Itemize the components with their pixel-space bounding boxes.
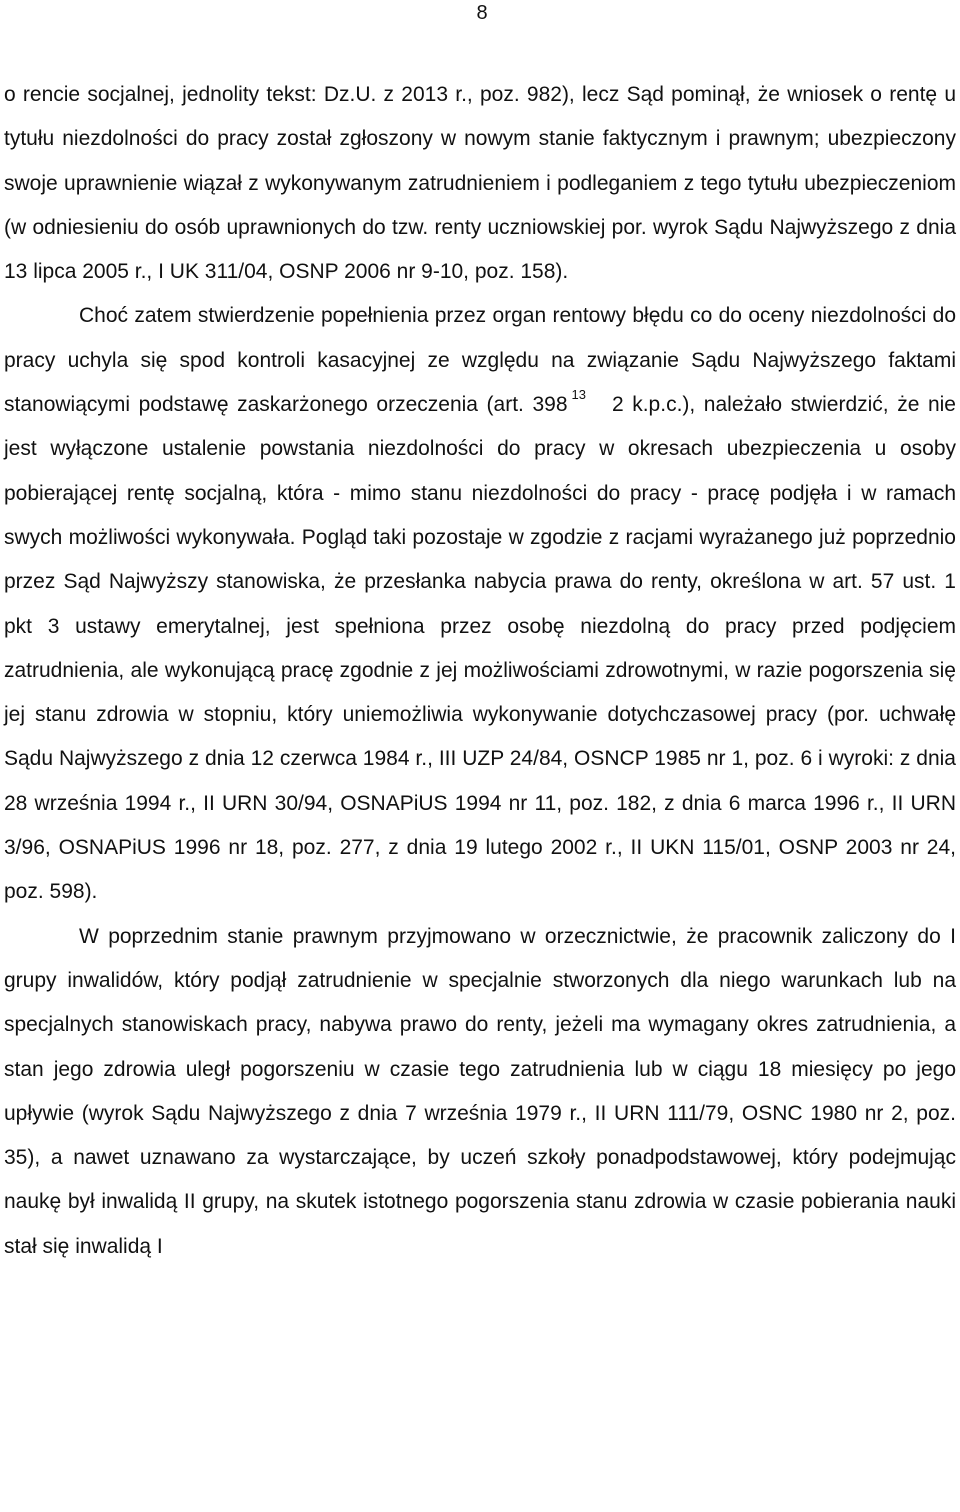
paragraph-2-text-before: Choć zatem stwierdzenie popełnienia przez organ rentowy błędu co do oceny niezdolności do pracy uchyla się spod kontroli kasacyjnej ze względu na związanie Sądu Najwyższego faktami stanowiącymi podstawę zaskarżonego orzeczenia (art. 398 [4,304,956,417]
superscript-13: 13 [571,387,586,403]
paragraph-1: o rencie socjalnej, jednolity tekst: Dz.U. z 2013 r., poz. 982), lecz Sąd pominął, że wniosek o rentę u tytułu niezdolności do pracy został zgłoszony w nowym stanie faktycznym i prawnym; ubezpieczony swoje uprawnienie wiązał z wykonywanym zatrudnieniem i podleganiem z tego tytułu ubezpieczeniom (w odniesieniu do osób uprawnionych do tzw. renty uczniowskiej por. wyrok Sądu Najwyższego z dnia 13 lipca 2005 r., I UK 311/04, OSNP 2006 nr 9-10, poz. 158). [4,83,956,284]
paragraph-2 [4,294,956,914]
paragraph-2-text-after: 2 k.p.c.), należało stwierdzić, że nie jest wyłączone ustalenie powstania niezdolności do pracy w okresach ubezpieczenia u osoby pobierającej rentę socjalną, która - mimo stanu niezdolności do pracy - pracę podjęła i w ramach swych możliwości wykonywała. Pogląd taki pozostaje w zgodzie z racjami wyrażanego już poprzednio przez Sąd Najwyższy stanowiska, że przesłanka nabycia prawa do renty, określona w art. 57 ust. 1 pkt 3 ustawy emerytalnej, jest spełniona przez osobę niezdolną do pracy przed podjęciem zatrudnienia, ale wykonującą pracę zgodnie z jej możliwościami zdrowotnymi, w razie pogorszenia się jej stanu zdrowia w stopniu, który uniemożliwia wykonywanie dotychczasowej pracy (por. uchwałę Sądu Najwyższego z dnia 12 czerwca 1984 r., III UZP 24/84, OSNCP 1985 nr 1, poz. 6 i wyroki: z dnia 28 września 1994 r., II URN 30/94, OSNAPiUS 1994 nr 11, poz. 182, z dnia 6 marca 1996 r., II URN 3/96, OSNAPiUS 1996 nr 18, poz. 277, z dnia 19 lutego 2002 r., II UKN 115/01, OSNP 2003 nr 24, poz. 598). [4,393,956,904]
page-number: 8 [476,2,488,24]
document-body [4,73,956,1269]
paragraph-3: W poprzednim stanie prawnym przyjmowano w orzecznictwie, że pracownik zaliczony do I grupy inwalidów, który podjął zatrudnienie w specjalnie stworzonych dla niego warunkach lub na specjalnych stanowiskach pracy, nabywa prawo do renty, jeżeli ma wymagany okres zatrudnienia, a stan jego zdrowia uległ pogorszeniu w czasie tego zatrudnienia lub w ciągu 18 miesięcy po jego upływie (wyrok Sądu Najwyższego z dnia 7 września 1979 r., II URN 111/79, OSNC 1980 nr 2, poz. 35), a nawet uznawano za wystarczające, by uczeń szkoły ponadpodstawowej, który podejmując naukę był inwalidą II grupy, na skutek istotnego pogorszenia stanu zdrowia w czasie pobierania nauki stał się inwalidą I [4,924,956,1258]
